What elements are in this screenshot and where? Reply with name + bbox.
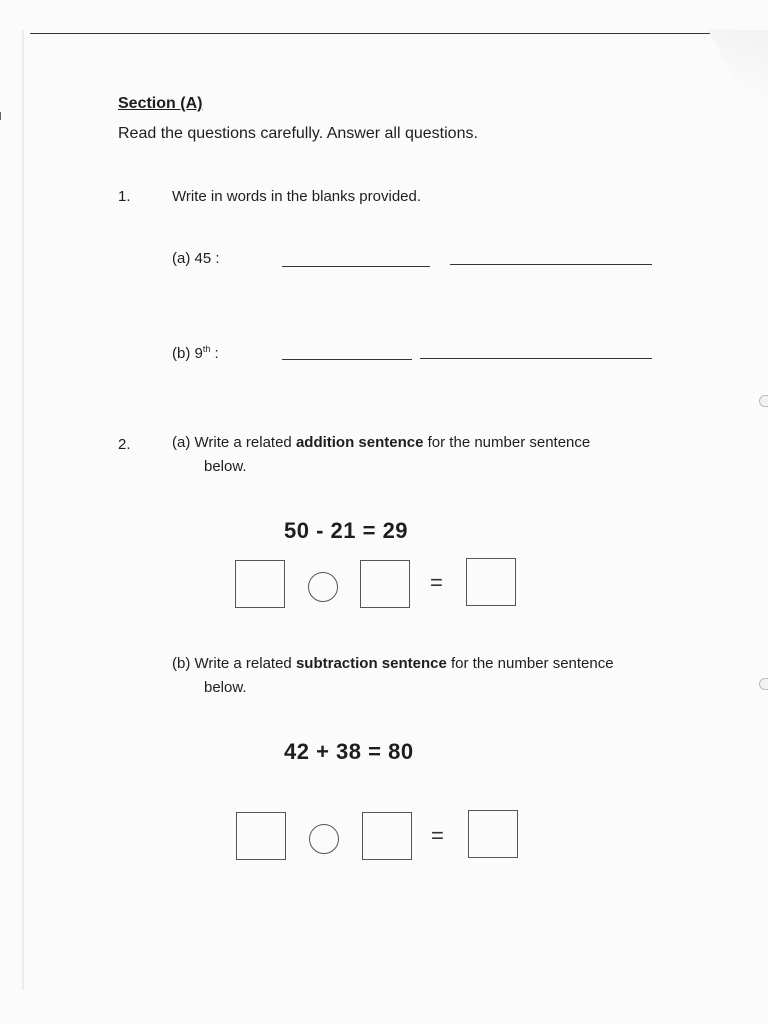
operator-circle-2b[interactable] [309,824,339,854]
answer-box-2a-2[interactable] [360,560,410,608]
question-1a-label: (a) 45 : [172,250,220,267]
instructions-text: Read the questions carefully. Answer all questions. [118,125,478,142]
number-sentence-2a: 50 - 21 = 29 [284,518,409,543]
question-2b-text-line2: below. [204,679,247,696]
equals-sign-2b: = [431,823,444,848]
operator-circle-2a[interactable] [308,572,338,602]
section-title: Section (A) [118,95,203,112]
question-2a-text: (a) Write a related addition sentence for the number sentence [172,434,591,451]
margin-mark [0,112,5,120]
answer-box-2b-1[interactable] [236,812,286,860]
equals-sign-2a: = [430,570,443,595]
question-1-text: Write in words in the blanks provided. [172,188,422,205]
page-top-edge [30,33,768,34]
answer-box-2a-1[interactable] [235,560,285,608]
binder-hole-top [759,395,768,407]
question-2a-text-line2: below. [204,458,247,475]
binder-hole-bottom [759,678,768,690]
question-2b-text: (b) Write a related subtraction sentence for the number sentence [172,655,614,672]
question-2-number: 2. [118,436,131,453]
answer-blank-1a-second[interactable] [450,264,652,265]
page-corner-fold [708,30,768,140]
answer-blank-1a-first[interactable] [282,266,430,267]
number-sentence-2b: 42 + 38 = 80 [284,739,414,764]
answer-blank-1b-second[interactable] [420,358,652,359]
page-left-edge [22,30,24,990]
answer-box-2a-3[interactable] [466,558,516,606]
answer-blank-1b-first[interactable] [282,359,412,360]
answer-box-2b-3[interactable] [468,810,518,858]
question-1-number: 1. [118,188,131,205]
question-1b-label: (b) 9th : [172,344,219,362]
answer-box-2b-2[interactable] [362,812,412,860]
